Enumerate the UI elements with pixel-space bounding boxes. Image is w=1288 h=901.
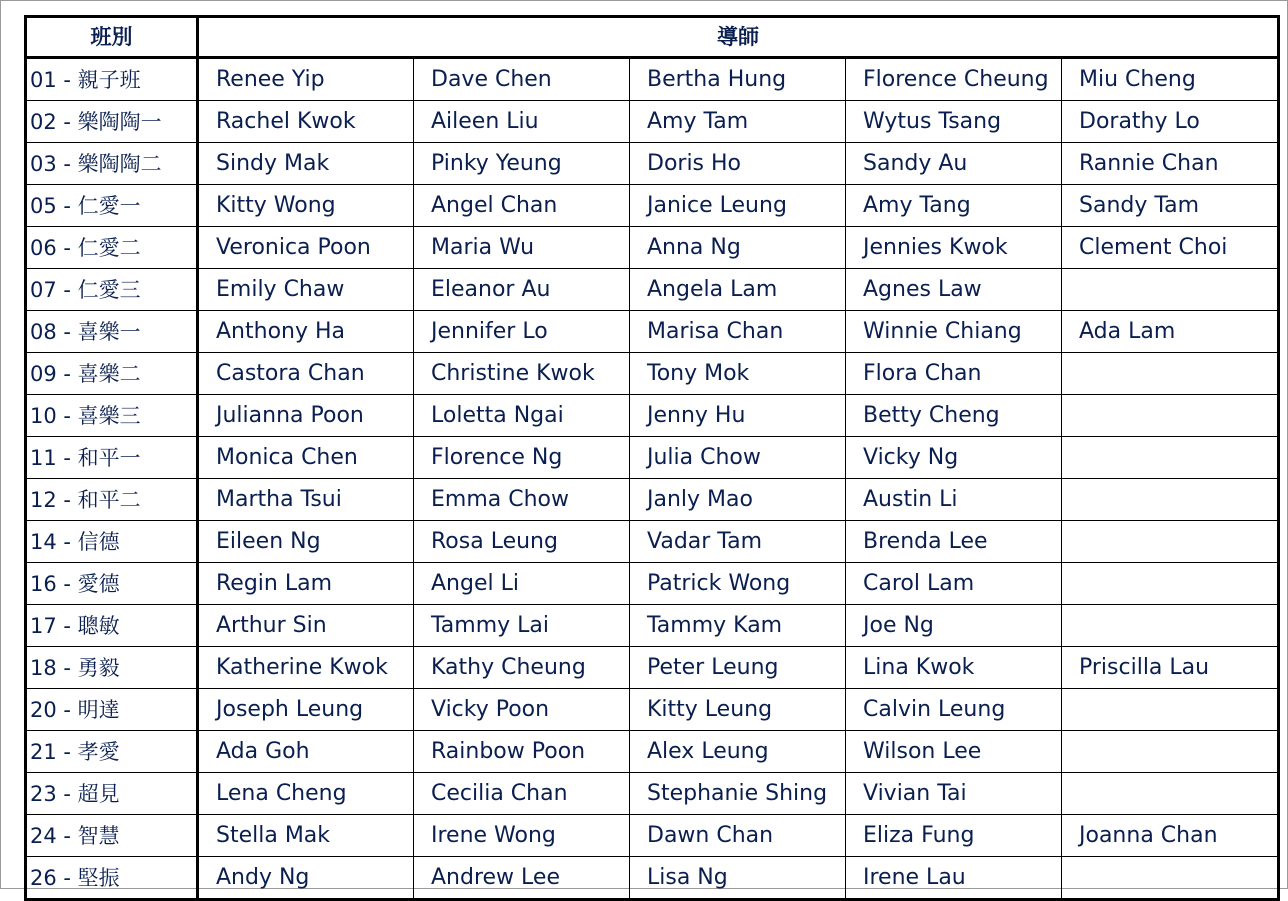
tutor-cell: Sandy Tam <box>1062 185 1279 227</box>
tutor-cell <box>1062 773 1279 815</box>
tutor-cell: Joanna Chan <box>1062 815 1279 857</box>
tutor-cell: Sandy Au <box>846 143 1062 185</box>
tutor-cell: Dawn Chan <box>630 815 846 857</box>
tutor-cell: Martha Tsui <box>198 479 414 521</box>
tutor-cell <box>1062 563 1279 605</box>
table-row <box>26 437 1279 479</box>
tutor-cell: Pinky Yeung <box>414 143 630 185</box>
tutor-cell: Kitty Leung <box>630 689 846 731</box>
tutor-cell: Andy Ng <box>198 857 414 900</box>
tutor-cell: Vivian Tai <box>846 773 1062 815</box>
class-name-cell: 26 - 堅振 <box>26 857 198 900</box>
class-column-header: 班別 <box>26 17 198 58</box>
tutor-cell: Jenny Hu <box>630 395 846 437</box>
class-name-cell: 01 - 親子班 <box>26 58 198 101</box>
tutor-cell: Rainbow Poon <box>414 731 630 773</box>
class-name-cell: 08 - 喜樂一 <box>26 311 198 353</box>
table-row <box>26 143 1279 185</box>
tutors-column-header: 導師 <box>198 17 1279 58</box>
tutor-cell <box>1062 857 1279 900</box>
class-name-cell: 18 - 勇毅 <box>26 647 198 689</box>
tutor-cell: Irene Wong <box>414 815 630 857</box>
table-row <box>26 689 1279 731</box>
tutor-cell: Jennies Kwok <box>846 227 1062 269</box>
table-row <box>26 605 1279 647</box>
table-row <box>26 773 1279 815</box>
table-row <box>26 521 1279 563</box>
tutor-cell: Eliza Fung <box>846 815 1062 857</box>
tutor-cell: Eleanor Au <box>414 269 630 311</box>
tutor-cell <box>1062 521 1279 563</box>
table-row <box>26 353 1279 395</box>
tutor-cell: Regin Lam <box>198 563 414 605</box>
tutor-cell: Amy Tam <box>630 101 846 143</box>
tutor-cell: Austin Li <box>846 479 1062 521</box>
table-row <box>26 269 1279 311</box>
table-row <box>26 815 1279 857</box>
tutor-cell: Joseph Leung <box>198 689 414 731</box>
table-row <box>26 563 1279 605</box>
class-name-cell: 09 - 喜樂二 <box>26 353 198 395</box>
tutor-cell <box>1062 731 1279 773</box>
tutor-cell: Patrick Wong <box>630 563 846 605</box>
class-name-cell: 21 - 孝愛 <box>26 731 198 773</box>
tutor-cell: Aileen Liu <box>414 101 630 143</box>
tutor-cell: Veronica Poon <box>198 227 414 269</box>
tutor-cell: Marisa Chan <box>630 311 846 353</box>
tutor-cell: Janly Mao <box>630 479 846 521</box>
class-name-cell: 16 - 愛德 <box>26 563 198 605</box>
class-name-cell: 03 - 樂陶陶二 <box>26 143 198 185</box>
tutor-cell <box>1062 479 1279 521</box>
tutor-cell <box>1062 269 1279 311</box>
tutor-cell: Irene Lau <box>846 857 1062 900</box>
table-row <box>26 479 1279 521</box>
tutor-cell: Loletta Ngai <box>414 395 630 437</box>
tutor-cell: Monica Chen <box>198 437 414 479</box>
tutor-cell: Angela Lam <box>630 269 846 311</box>
tutor-cell: Andrew Lee <box>414 857 630 900</box>
table-row <box>26 311 1279 353</box>
class-name-cell: 24 - 智慧 <box>26 815 198 857</box>
tutor-cell: Miu Cheng <box>1062 58 1279 101</box>
tutor-cell: Julia Chow <box>630 437 846 479</box>
table-row <box>26 185 1279 227</box>
tutor-cell: Julianna Poon <box>198 395 414 437</box>
tutor-cell: Katherine Kwok <box>198 647 414 689</box>
table-row <box>26 58 1279 101</box>
tutor-cell: Janice Leung <box>630 185 846 227</box>
tutor-cell: Flora Chan <box>846 353 1062 395</box>
tutor-cell: Vicky Poon <box>414 689 630 731</box>
class-tutor-table <box>24 15 1280 901</box>
tutor-cell: Clement Choi <box>1062 227 1279 269</box>
tutor-cell: Wytus Tsang <box>846 101 1062 143</box>
tutor-cell: Ada Lam <box>1062 311 1279 353</box>
tutor-cell: Betty Cheng <box>846 395 1062 437</box>
tutor-cell <box>1062 605 1279 647</box>
table-body <box>26 58 1279 900</box>
table-row <box>26 857 1279 900</box>
tutor-cell: Dave Chen <box>414 58 630 101</box>
header-row <box>26 17 1279 58</box>
tutor-cell: Ada Goh <box>198 731 414 773</box>
tutor-cell: Wilson Lee <box>846 731 1062 773</box>
tutor-cell <box>1062 395 1279 437</box>
table-row <box>26 647 1279 689</box>
tutor-cell: Cecilia Chan <box>414 773 630 815</box>
tutor-cell: Lisa Ng <box>630 857 846 900</box>
tutor-cell: Agnes Law <box>846 269 1062 311</box>
tutor-cell: Angel Chan <box>414 185 630 227</box>
tutor-cell: Carol Lam <box>846 563 1062 605</box>
tutor-cell: Peter Leung <box>630 647 846 689</box>
tutor-cell: Tammy Kam <box>630 605 846 647</box>
tutor-cell: Bertha Hung <box>630 58 846 101</box>
tutor-cell: Emma Chow <box>414 479 630 521</box>
tutor-cell: Calvin Leung <box>846 689 1062 731</box>
tutor-cell: Christine Kwok <box>414 353 630 395</box>
tutor-cell: Jennifer Lo <box>414 311 630 353</box>
tutor-cell: Rosa Leung <box>414 521 630 563</box>
tutor-cell: Anthony Ha <box>198 311 414 353</box>
tutor-cell: Maria Wu <box>414 227 630 269</box>
tutor-cell: Priscilla Lau <box>1062 647 1279 689</box>
tutor-cell: Doris Ho <box>630 143 846 185</box>
tutor-cell: Lina Kwok <box>846 647 1062 689</box>
tutor-cell: Tony Mok <box>630 353 846 395</box>
tutor-cell: Renee Yip <box>198 58 414 101</box>
tutor-cell: Stephanie Shing <box>630 773 846 815</box>
class-name-cell: 20 - 明達 <box>26 689 198 731</box>
tutor-cell: Eileen Ng <box>198 521 414 563</box>
class-name-cell: 14 - 信德 <box>26 521 198 563</box>
tutor-cell: Amy Tang <box>846 185 1062 227</box>
tutor-cell: Rannie Chan <box>1062 143 1279 185</box>
tutor-cell <box>1062 437 1279 479</box>
tutor-cell: Lena Cheng <box>198 773 414 815</box>
class-name-cell: 23 - 超見 <box>26 773 198 815</box>
class-name-cell: 02 - 樂陶陶一 <box>26 101 198 143</box>
tutor-cell: Emily Chaw <box>198 269 414 311</box>
tutor-cell: Winnie Chiang <box>846 311 1062 353</box>
tutor-cell: Anna Ng <box>630 227 846 269</box>
tutor-cell: Arthur Sin <box>198 605 414 647</box>
tutor-cell: Florence Cheung <box>846 58 1062 101</box>
class-name-cell: 12 - 和平二 <box>26 479 198 521</box>
class-name-cell: 10 - 喜樂三 <box>26 395 198 437</box>
tutor-cell: Castora Chan <box>198 353 414 395</box>
tutor-cell: Tammy Lai <box>414 605 630 647</box>
tutor-cell: Vicky Ng <box>846 437 1062 479</box>
class-name-cell: 07 - 仁愛三 <box>26 269 198 311</box>
table-row <box>26 731 1279 773</box>
tutor-cell: Kathy Cheung <box>414 647 630 689</box>
tutor-cell <box>1062 689 1279 731</box>
table-row <box>26 101 1279 143</box>
tutor-cell: Florence Ng <box>414 437 630 479</box>
tutor-cell: Kitty Wong <box>198 185 414 227</box>
table-row <box>26 395 1279 437</box>
tutor-cell <box>1062 353 1279 395</box>
class-name-cell: 11 - 和平一 <box>26 437 198 479</box>
tutor-cell: Joe Ng <box>846 605 1062 647</box>
tutor-cell: Vadar Tam <box>630 521 846 563</box>
tutor-cell: Sindy Mak <box>198 143 414 185</box>
class-name-cell: 06 - 仁愛二 <box>26 227 198 269</box>
tutor-cell: Alex Leung <box>630 731 846 773</box>
tutor-cell: Angel Li <box>414 563 630 605</box>
table-header <box>26 17 1279 58</box>
tutor-cell: Rachel Kwok <box>198 101 414 143</box>
table-row <box>26 227 1279 269</box>
class-name-cell: 05 - 仁愛一 <box>26 185 198 227</box>
class-name-cell: 17 - 聰敏 <box>26 605 198 647</box>
tutor-cell: Brenda Lee <box>846 521 1062 563</box>
tutor-cell: Dorathy Lo <box>1062 101 1279 143</box>
tutor-cell: Stella Mak <box>198 815 414 857</box>
